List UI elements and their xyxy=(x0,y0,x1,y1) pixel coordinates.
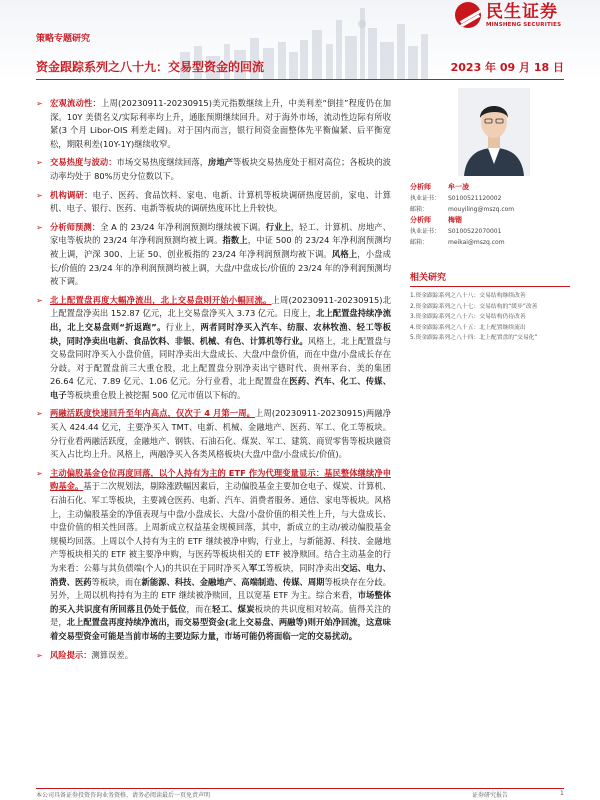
license-number: S0100521120002 xyxy=(448,195,502,202)
related-research-link[interactable]: 3.资金跟踪系列之八十六：交易结构仍待改善 xyxy=(410,314,526,320)
bullet-arrow-icon: ➢ xyxy=(36,468,43,478)
report-category: 策略专题研究 xyxy=(36,34,91,44)
company-logo xyxy=(455,2,561,28)
related-research xyxy=(410,270,570,344)
email-label: 邮箱： xyxy=(410,206,429,213)
summary-paragraph xyxy=(36,156,391,183)
paragraph-text: 轻工、煤炭 xyxy=(212,603,255,614)
analyst-list xyxy=(410,182,570,248)
bullet-arrow-icon: ➢ xyxy=(36,295,43,305)
summary-paragraph xyxy=(36,294,391,403)
analyst-photo xyxy=(458,88,530,176)
related-research-link[interactable]: 2.资金跟踪系列之八十七：交易结构的“缓步”改善 xyxy=(410,303,538,310)
paragraph-text: 行业上 xyxy=(265,221,291,232)
paragraph-text: 行业上， xyxy=(165,321,201,332)
summary-paragraph xyxy=(36,649,391,663)
logo-mark-icon xyxy=(455,2,481,28)
related-research-list xyxy=(410,291,570,344)
paragraph-text: 风格上 xyxy=(331,248,358,259)
related-research-title: 相关研究 xyxy=(410,270,570,287)
summary-paragraph xyxy=(36,189,391,216)
paragraph-text: 上周(20230911-20230915)美元指数继续上升，中美利差“倒挂”程度仍在加深。10Y 美债名义/实际利率均上升，通胀预期继续回升。对于海外市场，流动性边际有所收紧(3 个月 Libor-OIS 利差走阔)。对于国内而言，银行间资金面整体先平衡偏紧、后平衡宽松，期限利差(10Y-1Y)继续收窄。 xyxy=(50,98,391,149)
report-summary xyxy=(36,97,391,667)
analyst-role: 分析师 xyxy=(410,183,431,191)
paragraph-text: 交运、电力、消费、医药 xyxy=(50,563,391,587)
paragraph-text: 市场整体的买入共识度有所回落且仍处于低位 xyxy=(50,590,391,614)
report-title: 资金跟踪系列之八十九：交易型资金的回流 xyxy=(36,60,265,74)
paragraph-text: ，中证 500 的 23/24 年净利润预测均被上调，沪深 300、上证 50、创业板指的 23/24 年净利润预测均被下调。 xyxy=(50,235,391,259)
title-row xyxy=(36,58,564,76)
title-divider xyxy=(36,79,564,80)
related-research-link[interactable]: 5.资金跟踪系列之八十四：北上配置盘的“交易化” xyxy=(410,335,538,341)
analyst-name: 梅锴 xyxy=(448,216,462,224)
paragraph-text: 等板块，而在 xyxy=(91,576,142,587)
summary-paragraph xyxy=(36,97,391,151)
bullet-arrow-icon: ➢ xyxy=(36,158,43,168)
paragraph-text: 两融活跃度快速回升至年内高点，仅次于 4 月第一周。 xyxy=(50,408,256,419)
paragraph-text: 北上配置盘持续净流出，北上交易盘则“折返跑”。 xyxy=(50,308,391,332)
footer-disclaimer: 本公司具备证券投资咨询业务资格，请务必阅读最后一页免责声明 xyxy=(36,792,211,799)
license-label: 执业证书： xyxy=(410,228,441,235)
logo-english-name: MINSHENG SECURITIES xyxy=(486,21,562,28)
footer-doc-label: 证券研究报告 xyxy=(472,792,509,799)
paragraph-text: 风格上，北上配置盘与交易盘同时净买入小盘价值，同时净卖出大盘成长、大盘/中盘价值，而在中盘/小盘成长存在分歧。对于配置盘前三大重仓股，北上配置盘分别净卖出宁德时代、贵州茅台、美的集团 26.64 亿元、7.89 亿元、1.06 亿元。分行业看，北上配置盘在 xyxy=(50,335,391,387)
paragraph-text: 等板块重仓股上被挖掘 500 亿元市值以下标的。 xyxy=(66,389,246,400)
paragraph-text: 主动偏股基金仓位再度回落，以个人持有为主的 ETF 作为代理变量显示：基民整体继续净申购基金。 xyxy=(50,467,391,492)
paragraph-text: 北上配置盘再度大幅净流出，北上交易盘则开始小幅回流。 xyxy=(50,294,272,305)
paragraph-heading: 交易热度与波动： xyxy=(50,157,117,168)
logo-chinese-name: 民生证券 xyxy=(486,1,558,22)
paragraph-heading: 机构调研： xyxy=(50,189,93,200)
report-date: 2023 年 09 月 18 日 xyxy=(450,61,564,74)
paragraph-text: 上周(20230911-20230915)两融净买入 424.44 亿元，主要净买入 TMT、电新、机械、金融地产、医药、军工、化工等板块。分行业看两融活跃度，金融地产、钢铁、石油石化、煤炭、军工、建筑、商贸零售等板块融资买入占比均上升。风格上，两融净买入各类风格板块(大盘/中盘/小盘成长/价值)。 xyxy=(50,408,391,460)
person-portrait-icon xyxy=(458,88,530,176)
paragraph-text: ，小盘成长/价值的 23/24 年的净利润预测均被上调，大盘/中盘成长/价值的 23/24 年的净利润预测均被下调。 xyxy=(50,248,391,287)
license-label: 执业证书： xyxy=(410,195,441,202)
paragraph-text: 两者同时净买入汽车、纺服、农林牧渔、轻工等板块，同时净卖出电新、食品饮料、非银、机械、有色、计算机等行业。 xyxy=(50,321,391,346)
paragraph-text: 北上配置盘再度持续净流出，而交易型资金(北上交易盘、两融等)则开始净回流，这意味着交易型资金可能是当前市场的主要边际力量，市场可能仍将面临一定的交易扰动。 xyxy=(50,617,391,641)
bullet-arrow-icon: ➢ xyxy=(36,222,43,232)
paragraph-text: 电子、医药、食品饮料、家电、电新、计算机等板块调研热度居前，家电、计算机、电子、银行、医药、电新等板块的调研热度环比上升较快。 xyxy=(50,189,391,214)
email-label: 邮箱： xyxy=(410,239,429,246)
bullet-arrow-icon: ➢ xyxy=(36,650,43,660)
paragraph-text: 新能源、科技、金融地产、高端制造、传媒、周期 xyxy=(141,576,325,587)
analyst-name: 牟一凌 xyxy=(448,183,469,191)
paragraph-text: 等板块，同时净卖出 xyxy=(265,563,341,573)
bullet-arrow-icon: ➢ xyxy=(36,190,43,200)
related-research-link[interactable]: 4.资金跟踪系列之八十五：北上配置继续流出 xyxy=(410,324,526,331)
analyst-email-link[interactable]: meikai@mszq.com xyxy=(448,239,505,246)
paragraph-heading: 风险提示： xyxy=(50,649,92,660)
analyst-email-link[interactable]: mouyiling@mszq.com xyxy=(448,206,515,213)
paragraph-heading: 分析师预测： xyxy=(50,221,101,232)
license-number: S0100522070001 xyxy=(448,228,502,235)
paragraph-text: 基于二次规划法，剔除涨跌幅因素后，主动偏股基金主要加仓电子、煤炭、计算机、石油石化、军工等板块，主要减仓医药、电新、汽车、消费者服务、通信、家电等板块。风格上，主动偏股基金的净值表现与中盘/小盘成长、大盘/小盘价值的相关性上升，与大盘成长、中盘价值的相关性回落。上周新成立权益基金规模回落，其中，新成立的主动/被动偏股基金规模均回落。上周以个人持有为主的 ETF 继续被净申购，行业上，与新能源、科技、金融地产等板块相关的 ETF 被主要净申购，与医药等板块相关的 ETF 被净赎回。结合主动基金的行为来看：公募与其负债端(个人)的共识在于同时净买入 xyxy=(50,481,391,573)
page-number: 1 xyxy=(560,790,564,797)
paragraph-heading: 宏观流动性： xyxy=(50,98,102,108)
summary-paragraph xyxy=(36,407,391,461)
analyst-role: 分析师 xyxy=(410,216,431,224)
related-research-link[interactable]: 1.资金跟踪系列之八十八：交易结构继续改善 xyxy=(410,293,526,299)
bullet-arrow-icon: ➢ xyxy=(36,99,43,108)
paragraph-text: 市场交易热度继续回落， xyxy=(116,157,209,168)
paragraph-text: 军工 xyxy=(248,563,266,573)
paragraph-text: 全 A 的 23/24 年净利润预测均继续被下调。 xyxy=(100,221,266,232)
paragraph-text: ，而在 xyxy=(186,603,213,614)
paragraph-text: 等板块交易热度处于相对高位；各板块的波动率均处于 80%历史分位数以下。 xyxy=(50,157,391,181)
paragraph-text: 测算误差。 xyxy=(91,649,133,660)
paragraph-text: 医药、汽车、化工、传媒、电子 xyxy=(50,376,391,400)
paragraph-text: 房地产 xyxy=(208,157,233,168)
bullet-arrow-icon: ➢ xyxy=(36,409,43,419)
footer-divider xyxy=(36,788,564,789)
analyst-card xyxy=(410,182,570,215)
paragraph-text: 等板块存在分歧。另外，上周以机构持有为主的 ETF 继续被净赎回，且以宽基 ETF 为主。综合来看， xyxy=(50,576,391,601)
paragraph-text: 板块的共识度相对较高。值得关注的是， xyxy=(50,603,391,628)
summary-paragraph xyxy=(36,221,391,289)
paragraph-text: 上周(20230911-20230915)北上配置盘净卖出 152.87 亿元，北上交易盘净买入 3.73 亿元。日度上， xyxy=(50,294,391,319)
summary-paragraph xyxy=(36,467,391,644)
paragraph-text: 指数上 xyxy=(222,235,248,246)
analyst-card xyxy=(410,215,570,248)
paragraph-text: ，轻工、计算机、房地产、家电等板块的 23/24 年净利润预测均被上调。 xyxy=(50,221,391,246)
